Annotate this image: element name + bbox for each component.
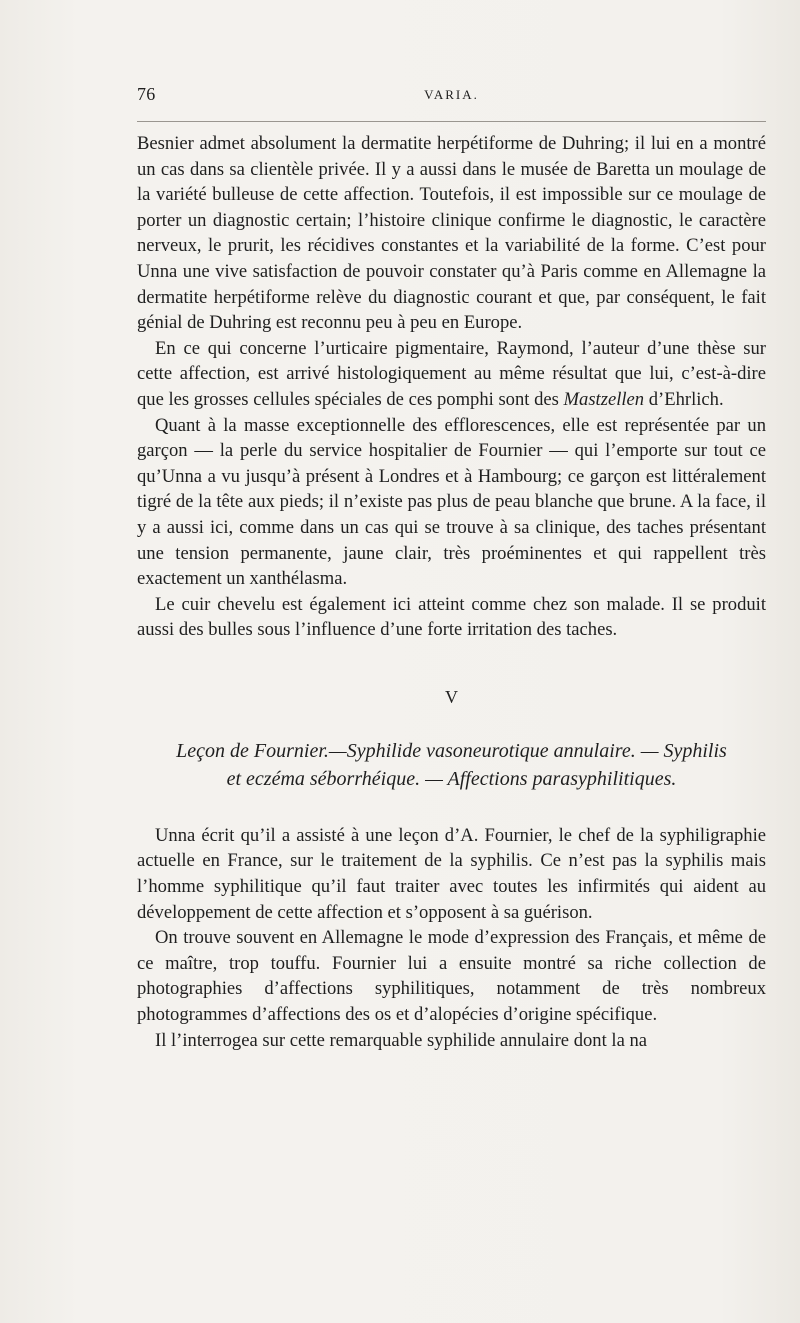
italic-mastzellen: Mastzellen — [563, 388, 645, 410]
paragraph-collection: On trouve souvent en Allemagne le mode d’expression des Français, et même de ce maître, trop touffu. Fournier lui a ensuite montré sa riche collection de photographies d’affections syphilitiques, notamment de très nombreux photogrammes d’affections des os et d’alopécies d’origine spécifique. — [137, 927, 766, 1026]
paragraph-fournier-lesson: Unna écrit qu’il a assisté à une leçon d’A. Fournier, le chef de la syphiligraphie actuelle en France, sur le traitement de la syphilis. Ce n’est pas la syphilis mais l’homme syphilitique qu’il faut traiter avec toutes les infirmités qui aident au développement de cette affection et s’opposent à sa guérison. — [137, 824, 766, 923]
section-number: V — [445, 686, 458, 707]
section-title-line-2: et eczéma séborrhéique. — Affections parasyphilitiques. — [226, 767, 677, 790]
running-head: VARIA. — [424, 87, 479, 102]
paragraph-urticaire — [137, 336, 766, 413]
paragraph-efflorescences: Quant à la masse exceptionnelle des efflorescences, elle est représentée par un garçon — la perle du service hospitalier de Fournier — qui l’emporte sur tout ce qu’Unna a vu jusqu’à présent à Londres et à Hambourg; ce garçon est littéralement tigré de la tête aux pieds; il n’existe pas plus de peau blanche que brune. A la face, il y a aussi ici, comme dans un cas qui se trouve à sa clinique, des taches présentant une tension permanente, jaune clair, très proéminentes et qui rappellent très exactement un xanthélasma. — [137, 414, 766, 590]
section-title — [137, 737, 766, 793]
paragraph-last-line: Il l’interrogea sur cette remarquable syphilide annulaire dont la na — [155, 1029, 648, 1051]
header-rule — [137, 121, 766, 122]
page-number: 76 — [137, 84, 156, 104]
paragraph-urticaire-text: En ce qui concerne l’urticaire pigmentaire, Raymond, l’auteur d’une thèse sur cette affection, est arrivé histologiquement au même résultat que lui, c’est-à-dire que les grosses cellules spéciales de ces pomphi sont des — [137, 337, 766, 410]
ehrlich-text: d’Ehrlich. — [644, 388, 724, 410]
paragraph-besnier: Besnier admet absolument la dermatite herpétiforme de Duhring; il lui en a montré un cas dans sa clientèle privée. Il y a aussi dans le musée de Baretta un moulage de la variété bulleuse de cette affection. Toutefois, il est impossible sur ce moulage de porter un diagnostic certain; l’histoire clinique confirme le diagnostic, le caractère nerveux, le prurit, les récidives constantes et la variabilité de la forme. C’est pour Unna une vive satisfaction de pouvoir constater qu’à Paris comme en Allemagne la dermatite herpétiforme relève du diagnostic courant et que, par conséquent, le fait génial de Duhring est reconnu peu à peu en Europe. — [137, 133, 766, 334]
page-header — [137, 84, 766, 108]
body-text — [137, 131, 766, 1053]
section-title-line-1: Leçon de Fournier.—Syphilide vasoneurotique annulaire. — Syphilis — [176, 739, 727, 762]
paragraph-cuir-chevelu: Le cuir chevelu est également ici atteint comme chez son malade. Il se produit aussi des bulles sous l’influence d’une forte irritation des taches. — [137, 593, 766, 641]
